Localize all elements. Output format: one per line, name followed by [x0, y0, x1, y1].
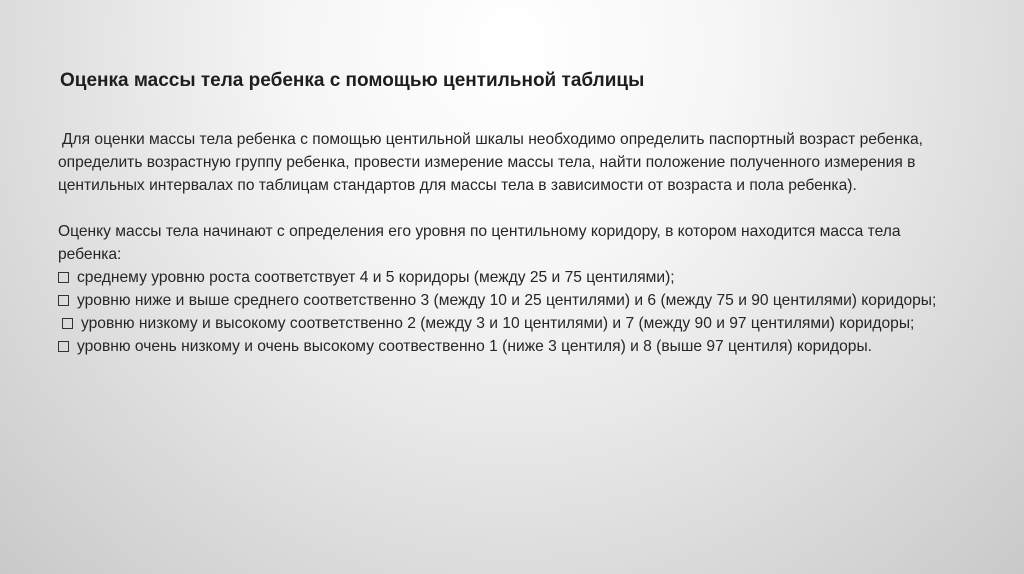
lead-paragraph: Оценку массы тела начинают с определения его уровня по центильному коридору, в котором находится масса тела ребенка:: [58, 223, 901, 263]
paragraph-spacer: [58, 197, 958, 220]
list-item: [58, 289, 958, 312]
list-item-text: уровню низкому и высокому соответственно 2 (между 3 и 10 центилями) и 7 (между 90 и 97 центилями) коридоры;: [81, 315, 915, 332]
list-item-text: уровню ниже и выше среднего соответственно 3 (между 10 и 25 центилями) и 6 (между 75 и 90 центилями) коридоры;: [77, 292, 937, 309]
checkbox-square-icon: [62, 318, 73, 329]
list-item-text: среднему уровню роста соответствует 4 и 5 коридоры (между 25 и 75 центилями);: [77, 269, 675, 286]
list-item: [58, 335, 958, 358]
slide-body: [58, 128, 958, 358]
list-item-text: уровню очень низкому и очень высокому соотвественно 1 (ниже 3 центиля) и 8 (выше 97 центиля) коридоры.: [77, 338, 873, 355]
checkbox-square-icon: [58, 341, 69, 352]
checkbox-square-icon: [58, 295, 69, 306]
checkbox-square-icon: [58, 272, 69, 283]
list-item: [58, 266, 958, 289]
slide-title: Оценка массы тела ребенка с помощью центильной таблицы: [60, 70, 645, 91]
list-item: [58, 312, 958, 335]
intro-paragraph: Для оценки массы тела ребенка с помощью центильной шкалы необходимо определить паспортный возраст ребенка, определить возрастную группу ребенка, провести измерение массы тела, найти положение полученного измерения в центильных интервалах по таблицам стандартов для массы тела в зависимости от возраста и пола ребенка).: [58, 131, 923, 194]
